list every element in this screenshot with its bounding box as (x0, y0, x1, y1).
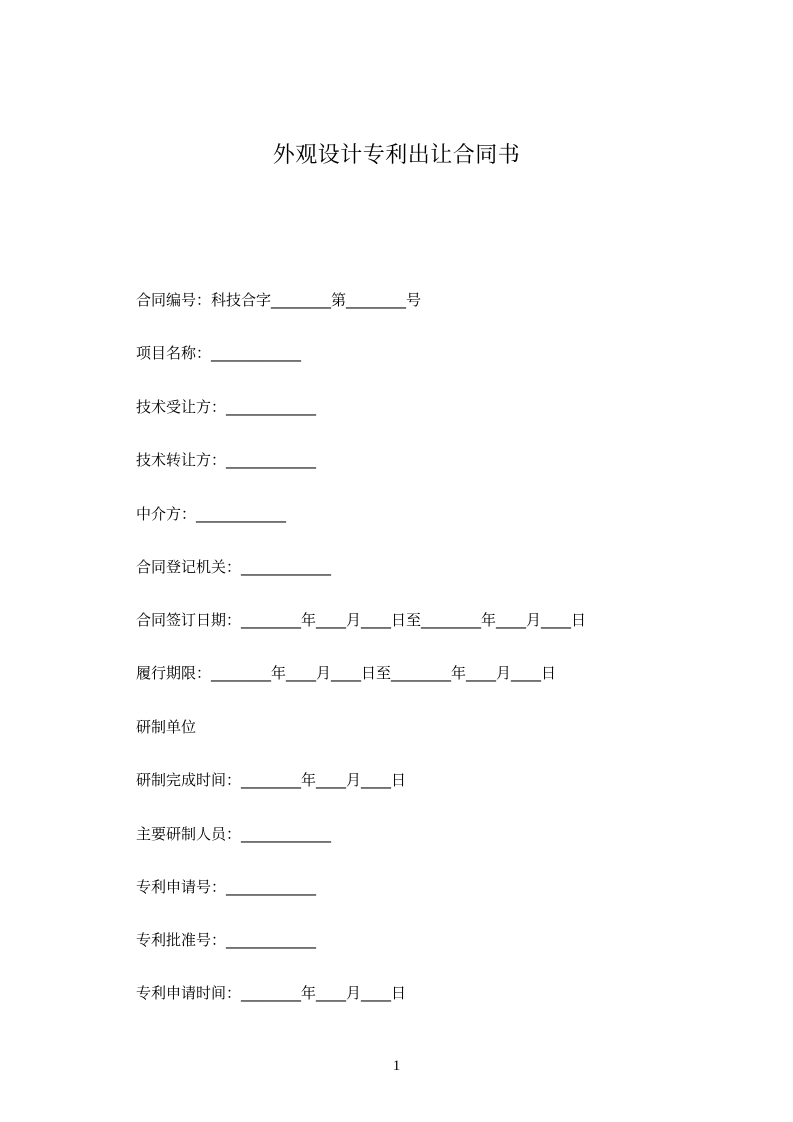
main-researchers-field: 主要研制人员：____________ (136, 825, 332, 843)
technology-transferor-field: 技术转让方：____________ (136, 451, 317, 469)
performance-period-field: 履行期限：________年____月____日至________年____月____日 (136, 664, 557, 682)
intermediary-field: 中介方：____________ (136, 505, 287, 523)
page-number: 1 (392, 1058, 401, 1074)
document-title: 外观设计专利出让合同书 (272, 143, 521, 168)
contract-number-field: 合同编号：科技合字________第________号 (136, 291, 422, 309)
project-name-field: 项目名称：____________ (136, 344, 302, 362)
signing-date-field: 合同签订日期：________年____月____日至________年____月____日 (136, 611, 587, 629)
research-completion-time-field: 研制完成时间：________年____月____日 (136, 771, 407, 789)
research-unit-heading: 研制单位 (136, 718, 197, 736)
patent-approval-number-field: 专利批准号：____________ (136, 931, 317, 949)
technology-transferee-field: 技术受让方：____________ (136, 398, 317, 416)
patent-application-time-field: 专利申请时间：________年____月____日 (136, 984, 407, 1002)
registration-authority-field: 合同登记机关：____________ (136, 558, 332, 576)
patent-application-number-field: 专利申请号：____________ (136, 878, 317, 896)
